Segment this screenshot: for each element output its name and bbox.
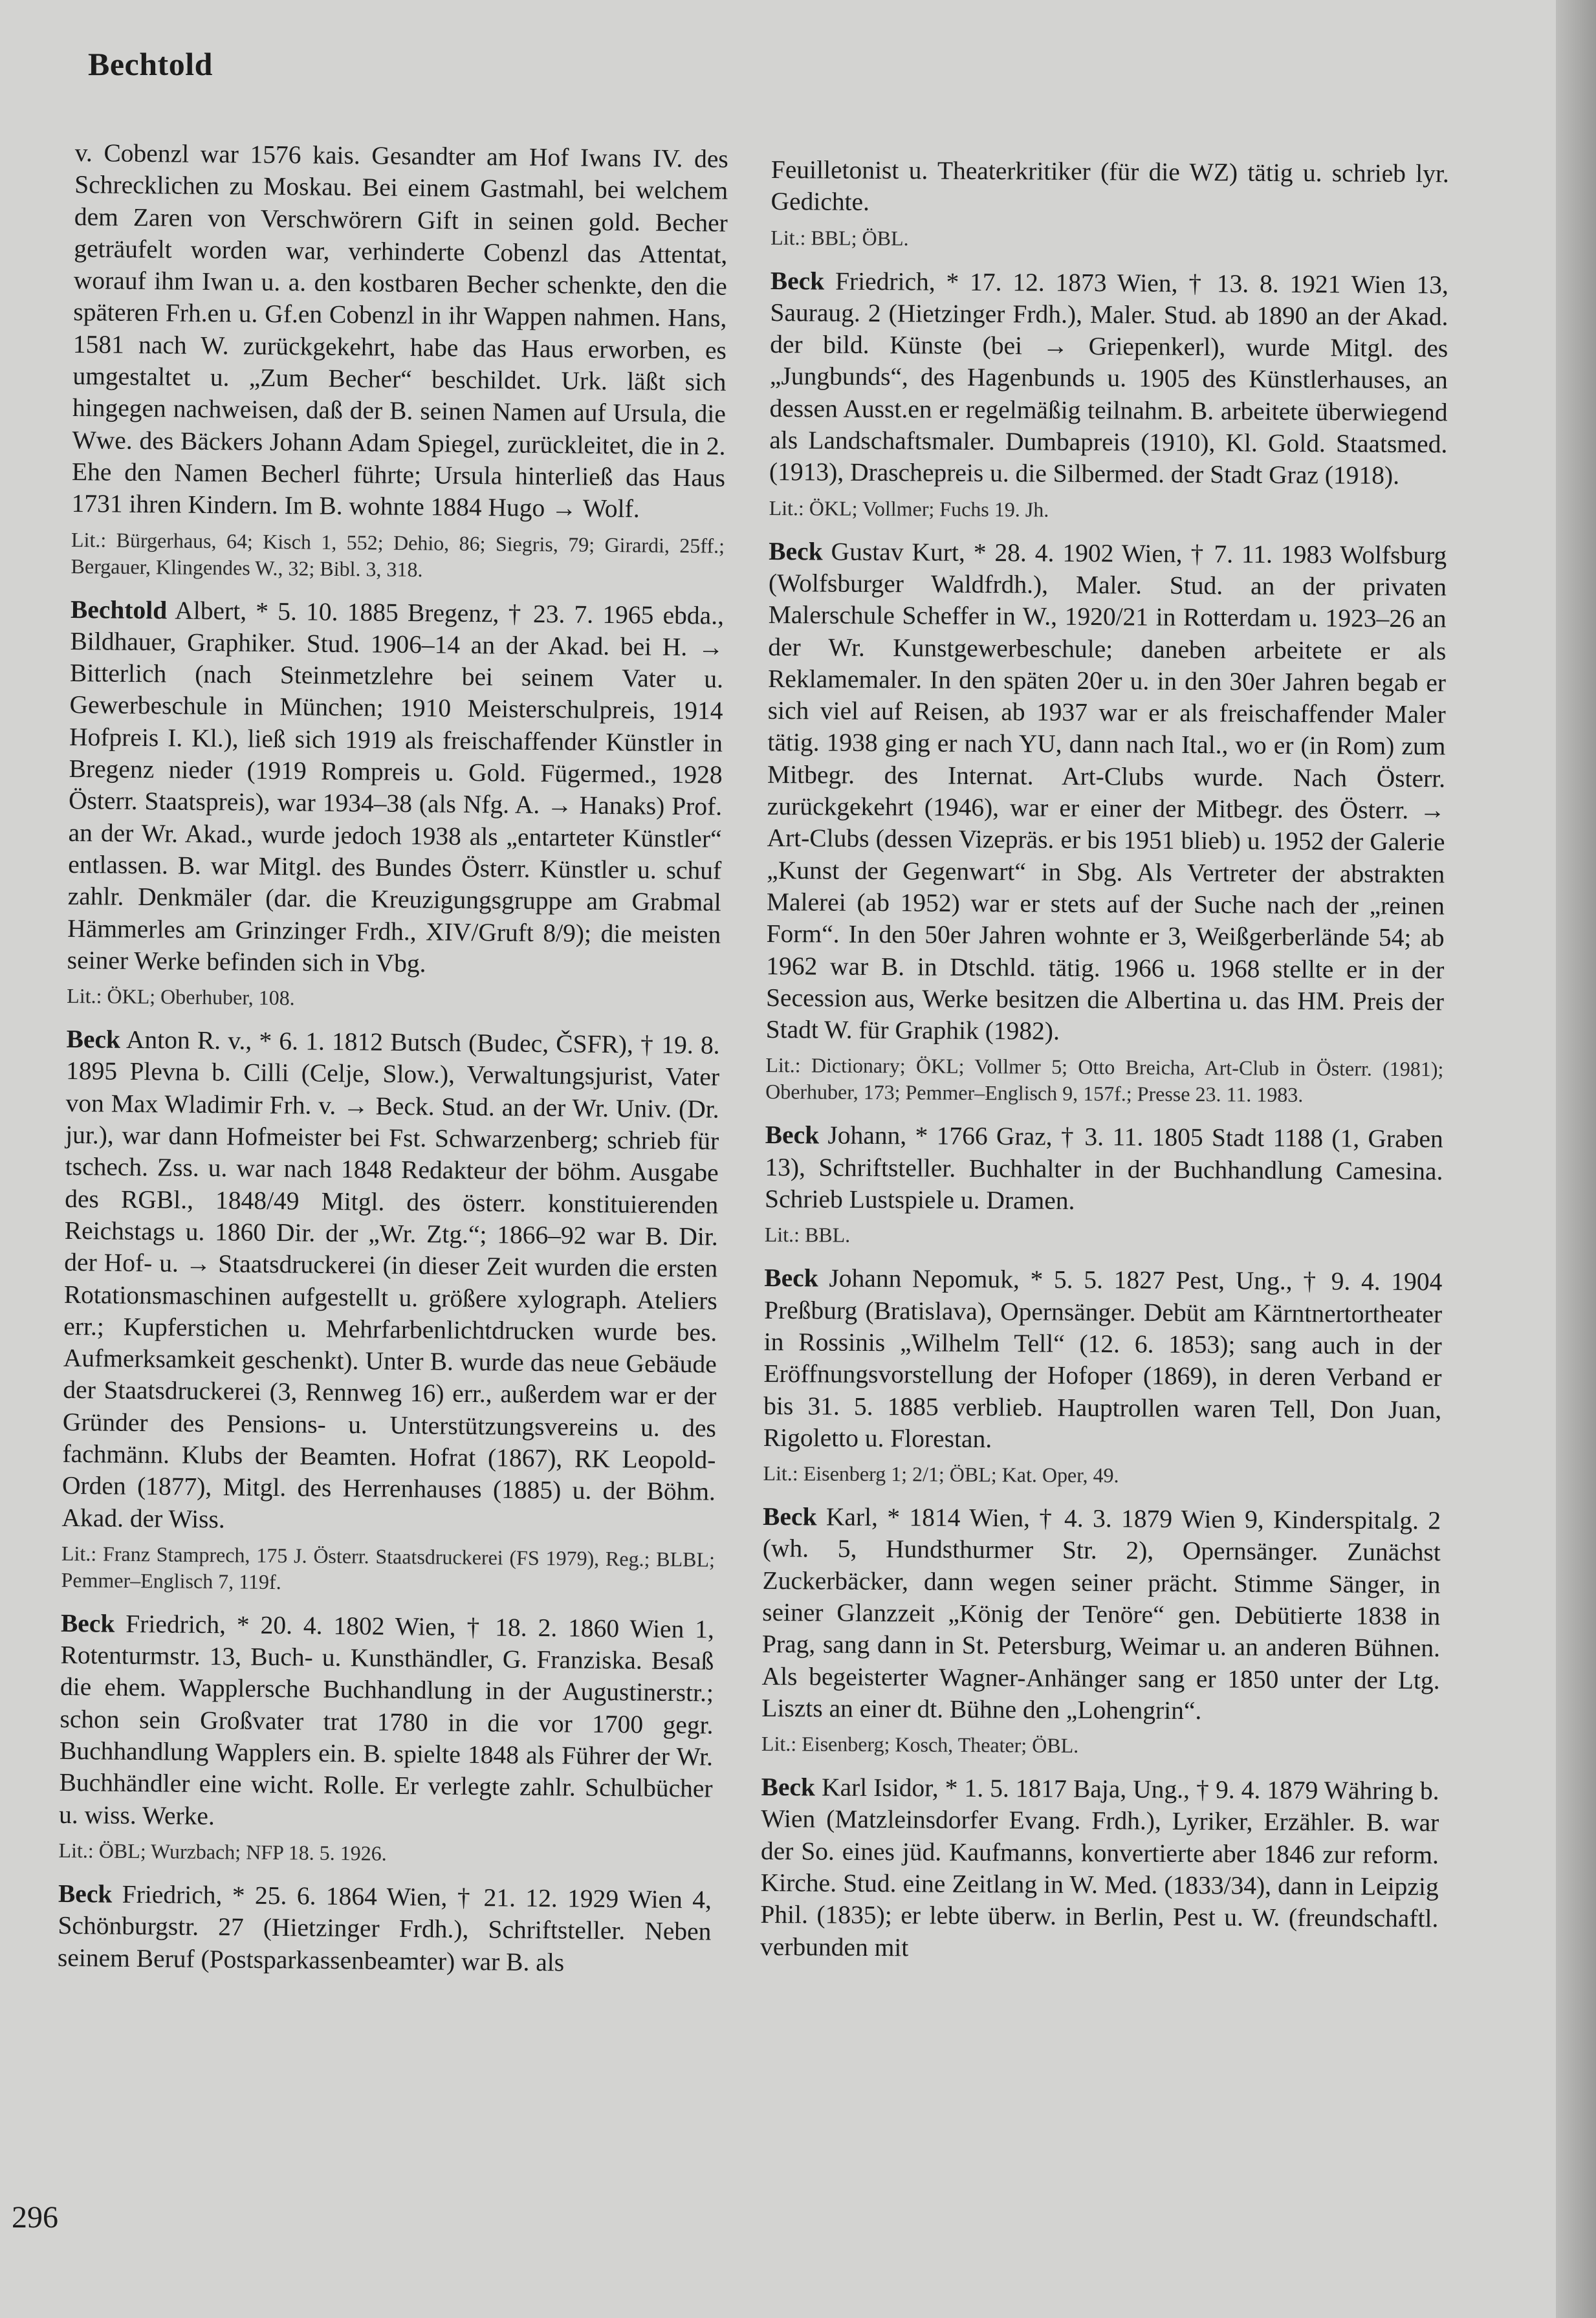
continued-entry-text: v. Cobenzl war 1576 kais. Gesandter am Hof Iwans IV. des Schrecklichen zu Moskau. Bei einem Gastmahl, bei welchem dem Zaren von Verschwörern Gift in seinen gold. Becher geträufelt worden war, verhinderte Cobenzl das Attentat, worauf ihm Iwan u. a. den kostbaren Becher schenkte, den die späteren Frh.en u. Gf.en Cobenzl in ihr Wappen nahmen. Hans, 1581 nach W. zurückgekehrt, habe das Haus erworben, es umgestaltet u. „Zum Becher“ beschildet. Urk. läßt sich hingegen nachweisen, daß der B. seinen Namen auf Ursula, die Wwe. des Bäckers Johann Adam Spiegel, zurückleitet, die in 2. Ehe den Namen Becherl führte; Ursula hinterließ das Haus 1731 ihren Kindern. Im B. wohnte 1884 Hugo → Wolf.: [71, 138, 728, 523]
page-number: 296: [12, 2200, 58, 2235]
entry-headword: Bechtold: [70, 595, 168, 624]
literature-note: Lit.: BBL; ÖBL.: [771, 225, 909, 250]
entry-headword: Beck: [763, 1502, 817, 1531]
literature-note: Lit.: BBL.: [764, 1223, 851, 1247]
entry-text: Johann, * 1766 Graz, † 3. 11. 1805 Stadt 1188 (1, Graben 13), Schriftsteller. Buchhalter in der Buchhandlung Camesina. Schrieb Lustspiele u. Dramen.: [765, 1121, 1443, 1215]
entry-text: Gustav Kurt, * 28. 4. 1902 Wien, † 7. 11. 1983 Wolfsburg (Wolfsburger Waldfrdh.), Maler. Stud. an der privaten Malerschule Scheffer in W., 1920/21 in Rotterdam u. 1923–26 an der Wr. Kunstgewerbeschule; daneben arbeitete er als Reklamemaler. In den späten 20er u. in den 30er Jahren begab er sich viel auf Reisen, ab 1937 war er als freischaffender Maler tätig. 1938 ging er nach YU, dann nach Ital., wo er (in Rom) zum Mitbegr. des Internat. Art-Clubs wurde. Nach Österr. zurückgekehrt (1946), war er einer der Mitbegr. des Österr. → Art-Clubs (dessen Vizepräs. er bis 1951 blieb) u. 1952 der Galerie „Kunst der Gegenwart“ in Sbg. Als Vertreter der abstrakten Malerei (ab 1952) war er stets auf der Suche nach der „reinen Form“. In den 50er Jahren wohnte er 3, Weißgerberlände 54; ab 1962 war B. in Dtschld. tätig. 1966 u. 1968 stellte er in der Secession aus, Werke besitzen die Albertina u. das HM. Preis der Stadt W. für Graphik (1982).: [765, 537, 1447, 1045]
lexicon-entry: [61, 1023, 719, 1599]
lexicon-entry: [765, 536, 1447, 1110]
lexicon-entry: [769, 265, 1448, 525]
lexicon-entry: [761, 1501, 1441, 1761]
left-column: [58, 137, 728, 1980]
entry-headword: Beck: [769, 536, 823, 566]
lexicon-entry: [765, 1119, 1443, 1252]
entry-headword: Beck: [761, 1773, 816, 1802]
literature-note: Lit.: ÖBL; Wurzbach; NFP 18. 5. 1926.: [58, 1838, 387, 1865]
continued-entry-text: Feuilletonist u. Theaterkritiker (für die WZ) tätig u. schrieb lyr. Gedichte.: [771, 155, 1449, 217]
literature-note: Lit.: Franz Stamprech, 175 J. Österr. Staatsdruckerei (FS 1979), Reg.; BLBL; Pemmer–Englisch 7, 119f.: [61, 1541, 716, 1594]
literature-note: Lit.: Eisenberg; Kosch, Theater; ÖBL.: [761, 1732, 1079, 1758]
right-column: [760, 154, 1449, 1967]
entry-text: Karl, * 1814 Wien, † 4. 3. 1879 Wien 9, Kinderspitalg. 2 (wh. 5, Hundsthurmer Str. 2), Opernsänger. Zunächst Zuckerbäcker, dann wegen seiner prächt. Stimme Sänger, in seiner Glanzzeit „König der Tenöre“ gen. Debütierte 1838 in Prag, sang dann in St. Petersburg, Weimar u. an anderen Bühnen. Als begeisterter Wagner-Anhänger sang er 1850 unter der Ltg. Liszts an einer dt. Bühne den „Lohengrin“.: [761, 1502, 1441, 1725]
entry-headword: Beck: [770, 266, 825, 296]
literature-note: Lit.: ÖKL; Vollmer; Fuchs 19. Jh.: [769, 496, 1049, 521]
literature-note: Lit.: Eisenberg 1; 2/1; ÖBL; Kat. Oper, 49.: [763, 1461, 1119, 1487]
entry-text: Anton R. v., * 6. 1. 1812 Butsch (Budec, ČSFR), † 19. 8. 1895 Plevna b. Cilli (Celje, Slow.), Verwaltungsjurist, Vater von Max Wladimir Frh. v. → Beck. Stud. an der Wr. Univ. (Dr. jur.), war dann Hofmeister bei Fst. Schwarzenberg; schrieb für tschech. Zss. u. war nach 1848 Redakteur der böhm. Ausgabe des RGBl., 1848/49 Mitgl. des österr. konstituierenden Reichstags u. 1860 Dir. der „Wr. Ztg.“; 1866–92 war B. Dir. der Hof- u. → Staatsdruckerei (in dieser Zeit wurden die ersten Rotationsmaschinen aufgestellt u. größere xylograph. Ateliers err.; Kupferstichen u. Mehrfarbenlichtdrucken wurde bes. Aufmerksamkeit geschenkt). Unter B. wurde das neue Gebäude der Staatsdruckerei (3, Rennweg 16) err., außerdem war er der Gründer des Pensions- u. Unterstützungsvereins u. des fachmänn. Klubs der Beamten. Hofrat (1867), RK Leopold-Orden (1877), Mitgl. des Herrenhauses (1885) u. der Böhm. Akad. der Wiss.: [61, 1025, 720, 1533]
lexicon-entry: [760, 1771, 1439, 1967]
entry-text: Friedrich, * 25. 6. 1864 Wien, † 21. 12. 1929 Wien 4, Schönburgstr. 27 (Hietzinger Frdh.), Schriftsteller. Neben seinem Beruf (Postsparkassenbeamter) war B. als: [57, 1879, 712, 1976]
lexicon-entry: [58, 1878, 712, 1980]
literature-note: Lit.: ÖKL; Oberhuber, 108.: [67, 984, 295, 1010]
entry-headword: Beck: [765, 1121, 820, 1150]
entry-headword: Beck: [66, 1025, 121, 1054]
entry-text: Karl Isidor, * 1. 5. 1817 Baja, Ung., † 9. 4. 1879 Währing b. Wien (Matzleinsdorfer Evang. Frdh.), Lyriker, Erzähler. B. war der So. eines jüd. Kaufmanns, konvertierte aber 1846 zur reform. Kirche. Stud. eine Zeitlang in W. Med. (1833/34), dann in Leipzig Phil. (1835); er lebte überw. in Berlin, Pest u. W. (freundschaftl. verbunden mit: [760, 1773, 1439, 1962]
lexicon-entry: [763, 1262, 1442, 1491]
entry-text: Friedrich, * 20. 4. 1802 Wien, † 18. 2. 1860 Wien 1, Rotenturmstr. 13, Buch- u. Kunsthändler, G. Franziska. Besaß die ehem. Wapplersche Buchhandlung in der Augustinerstr.; schon sein Großvater trat 1780 in die vor 1700 gegr. Buchhandlung Wapplers ein. B. spielte 1848 als Führer der Wr. Buchhändler eine wicht. Rolle. Er verlegte zahlr. Schulbücher u. wiss. Werke.: [58, 1609, 715, 1830]
lexicon-entry: [67, 594, 724, 1016]
book-fore-edge: [1556, 0, 1596, 2318]
entry-text: Albert, * 5. 10. 1885 Bregenz, † 23. 7. 1965 ebda., Bildhauer, Graphiker. Stud. 1906–14 an der Akad. bei H. → Bitterlich (nach Steinmetzlehre bei seinem Vater u. Gewerbeschule in München; 1910 Meisterschulpreis, 1914 Hofpreis I. Kl.), ließ sich 1919 als freischaffender Künstler in Bregenz nieder (1919 Rompreis u. Gold. Fügermed., 1928 Österr. Staatspreis), war 1934–38 (als Nfg. A. → Hanaks) Prof. an der Wr. Akad., wurde jedoch 1938 als „entarteter Künstler“ entlassen. B. war Mitgl. des Bundes Österr. Künstler u. schuf zahlr. Denkmäler (dar. die Kreuzigungsgruppe am Grabmal Hämmerles am Grinzinger Frdh., XIV/Gruft 8/9); die meisten seiner Werke befinden sich in Vbg.: [67, 596, 725, 978]
running-head: Bechtold: [88, 46, 213, 82]
entry-headword: Beck: [60, 1608, 115, 1638]
entry-headword: Beck: [764, 1263, 818, 1293]
entry-text: Friedrich, * 17. 12. 1873 Wien, † 13. 8. 1921 Wien 13, Sauraug. 2 (Hietzinger Frdh.), Maler. Stud. ab 1890 an der Akad. der bild. Künste (bei → Griepenkerl), wurde Mitgl. des „Jungbunds“, des Hagenbunds u. 1905 des Künstlerhauses, an dessen Ausst.en er regelmäßig teilnahm. B. arbeitete überwiegend als Landschaftsmaler. Dumbapreis (1910), Kl. Gold. Staatsmed. (1913), Draschepreis u. die Silbermed. der Stadt Graz (1918).: [769, 267, 1448, 490]
lexicon-entry: [58, 1608, 714, 1870]
literature-note: Lit.: Bürgerhaus, 64; Kisch 1, 552; Dehio, 86; Siegris, 79; Girardi, 25ff.; Bergauer, Klingendes W., 32; Bibl. 3, 318.: [71, 527, 725, 581]
entry-headword: Beck: [58, 1879, 113, 1908]
literature-note: Lit.: Dictionary; ÖKL; Vollmer 5; Otto Breicha, Art-Club in Österr. (1981); Oberhuber, 173; Pemmer–Englisch 9, 157f.; Presse 23. 11. 1983.: [765, 1053, 1444, 1107]
entry-text: Johann Nepomuk, * 5. 5. 1827 Pest, Ung., † 9. 4. 1904 Preßburg (Bratislava), Opernsänger. Debüt am Kärntnertortheater in Rossinis „Wilhelm Tell“ (12. 6. 1853); sang auch in der Eröffnungsvorstellung der Hofoper (1869), in deren Verband er bis 31. 5. 1885 verblieb. Hauptrollen waren Tell, Don Juan, Rigoletto u. Florestan.: [763, 1263, 1443, 1453]
